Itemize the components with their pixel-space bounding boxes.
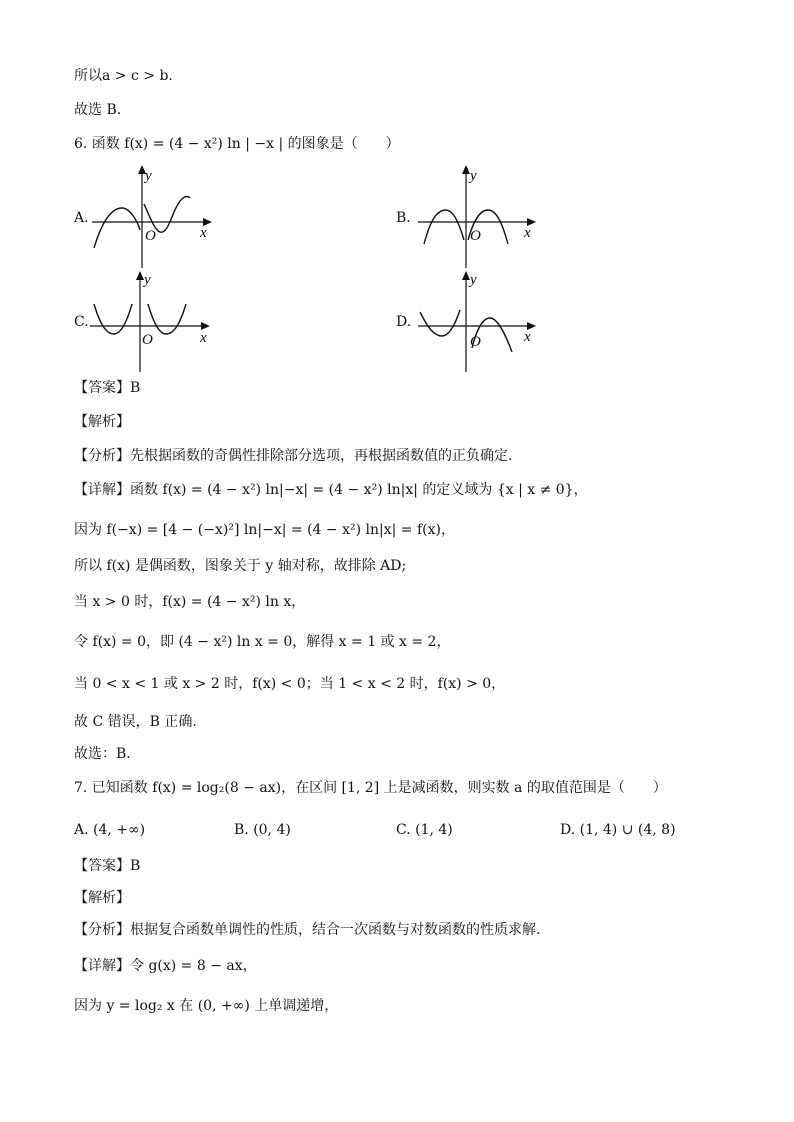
graph-b xyxy=(416,160,546,270)
analysis-7: 【分析】根据复合函数单调性的性质，结合一次函数与对数函数的性质求解. xyxy=(74,922,541,938)
detail-line: 因为 y = log₂ x 在 (0, +∞) 上单调递增， xyxy=(74,998,339,1014)
detail-line: 所以 f(x) 是偶函数，图象关于 y 轴对称，故排除 AD; xyxy=(74,558,407,574)
option-d-label: D. xyxy=(396,314,412,330)
detail-line: 当 x > 0 时，f(x) = (4 − x²) ln x， xyxy=(74,594,306,610)
graph-a xyxy=(90,160,220,270)
option-d: D. (1, 4) ∪ (4, 8) xyxy=(560,822,676,838)
question-6: 6. 函数 f(x) = (4 − x²) ln | −x | 的图象是（ ） xyxy=(74,136,400,152)
x-axis-label: x xyxy=(200,330,207,346)
option-c: C. (1, 4) xyxy=(396,822,453,838)
text-line: 所以a > c > b. xyxy=(74,68,173,84)
detail-line: 令 f(x) = 0，即 (4 − x²) ln x = 0，解得 x = 1 或 x = 2， xyxy=(74,634,451,650)
analysis-header-7: 【解析】 xyxy=(74,890,130,906)
origin-label: O xyxy=(142,332,153,348)
analysis-header-6: 【解析】 xyxy=(74,414,130,430)
detail-line: 故选：B. xyxy=(74,746,131,762)
option-c-label: C. xyxy=(74,314,89,330)
x-axis-label: x xyxy=(200,225,207,241)
analysis-6: 【分析】先根据函数的奇偶性排除部分选项，再根据函数值的正负确定. xyxy=(74,448,513,464)
x-axis-label: x xyxy=(524,225,531,241)
origin-label: O xyxy=(145,228,156,244)
detail-line: 因为 f(−x) = [4 − (−x)²] ln|−x| = (4 − x²) ln|x| = f(x)， xyxy=(74,522,455,538)
origin-label: O xyxy=(470,334,481,350)
option-b-label: B. xyxy=(396,210,411,226)
option-b: B. (0, 4) xyxy=(234,822,291,838)
y-axis-label: y xyxy=(470,168,477,184)
graph-c xyxy=(88,268,218,378)
detail-line: 【详解】令 g(x) = 8 − ax， xyxy=(74,958,257,974)
answer-7: 【答案】B xyxy=(74,858,141,874)
answer-6: 【答案】B xyxy=(74,380,141,396)
option-a: A. (4, +∞) xyxy=(74,822,146,838)
x-axis-label: x xyxy=(524,329,531,345)
text-line: 故选 B. xyxy=(74,102,122,118)
question-7: 7. 已知函数 f(x) = log₂(8 − ax)，在区间 [1, 2] 上是减函数，则实数 a 的取值范围是（ ） xyxy=(74,780,667,796)
option-a-label: A. xyxy=(74,210,89,226)
y-axis-label: y xyxy=(145,168,152,184)
detail-line: 故 C 错误，B 正确. xyxy=(74,714,197,730)
graph-d xyxy=(416,266,546,376)
origin-label: O xyxy=(470,228,481,244)
y-axis-label: y xyxy=(144,272,151,288)
detail-line: 当 0 < x < 1 或 x > 2 时，f(x) < 0；当 1 < x < 2 时，f(x) > 0， xyxy=(74,676,506,692)
detail-line: 【详解】函数 f(x) = (4 − x²) ln|−x| = (4 − x²) ln|x| 的定义域为 {x | x ≠ 0}， xyxy=(74,482,588,498)
y-axis-label: y xyxy=(470,272,477,288)
